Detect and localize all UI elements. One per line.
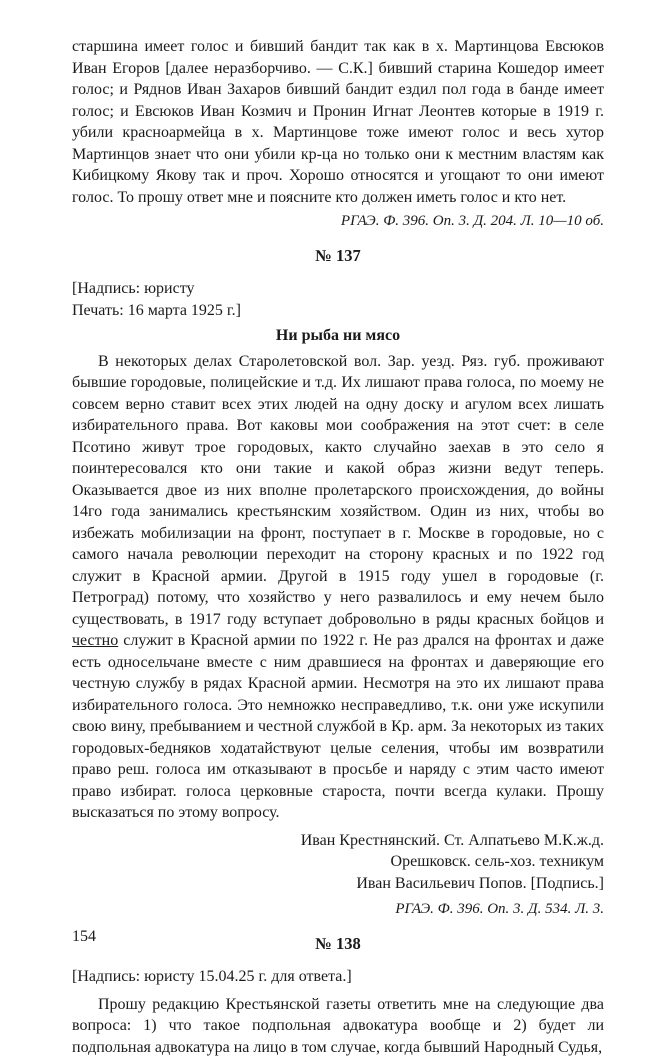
page-text-block bbox=[72, 36, 604, 1058]
article-body bbox=[72, 351, 604, 824]
inscription-137: [Надпись: юристу bbox=[72, 278, 604, 300]
archive-reference-2: РГАЭ. Ф. 396. Оп. 3. Д. 534. Л. 3. bbox=[72, 899, 604, 921]
document-number-138: № 138 bbox=[72, 933, 604, 955]
archive-reference-1: РГАЭ. Ф. 396. Оп. 3. Д. 204. Л. 10—10 об. bbox=[72, 211, 604, 233]
article-body-part-1: В некоторых делах Старолетовской вол. Зар. уезд. Ряз. губ. проживают бывшие городовые, полицейские и т.д. Их лишают права голоса, по моему не совсем верно ставит всех этих людей на одну доску и агулом всех лишать избирательного права. Вот каковы мои соображения на этот счет: в селе Псотино живут трое городовых, както случайно заехав в это село я поинтересовался кто они такие и какой образ жизни ведут теперь. Оказывается двое из них вполне пролетарского происхождения, до войны 14го года занимались крестьянским хозяйством. Один из них, чтобы во избежать мобилизации на фронт, поступает в г. Москве в городовые, но с самого начала революции переходит на сторону красных и по 1922 год служит в Красной армии. Другой в 1915 году ушел в городовые (г. Петроград) потому, что хозяйство у него развалилось и ему нечем было существовать, в 1917 году вступает добровольно в ряды красных бойцов и bbox=[72, 353, 604, 628]
continuation-paragraph: старшина имеет голос и бивший бандит так как в х. Мартинцова Евсюков Иван Егоров [далее неразборчиво. — С.К.] бивший старина Кошедор имеет голос; и Ряднов Иван Захаров бивший бандит ездил пол года в банде имеет голос; и Евсюков Иван Козмич и Пронин Игнат Леонтев которые в 1919 г. убили красноармейца в х. Мартинцове тоже имеют голос и весь хутор Мартинцов знает что они убили кр-ца но только они к местним властям как Кибицкому Якову так и проч. Хорошо относятся и угощают то они имеют голос. То прошу ответ мне и поясните кто должен иметь голос и кто нет. bbox=[72, 36, 604, 208]
underlined-word: честно bbox=[72, 632, 118, 649]
inscription-138: [Надпись: юристу 15.04.25 г. для ответа.] bbox=[72, 966, 604, 988]
signature-line-1: Иван Крестнянский. Ст. Алпатьево М.К.ж.д. bbox=[72, 830, 604, 852]
signature-line-3: Иван Васильевич Попов. [Подпись.] bbox=[72, 873, 604, 895]
article-title: Ни рыба ни мясо bbox=[72, 325, 604, 347]
letter-body-138: Прошу редакцию Крестьянской газеты ответить мне на следующие два вопроса: 1) что такое подпольная адвокатура вообще и 2) будет ли подпольная адвокатура на лицо в том случае, когда бывший Народный Судья, bbox=[72, 994, 604, 1058]
page-number: 154 bbox=[72, 928, 96, 946]
article-body-part-2: служит в Красной армии по 1922 г. Не раз дрался на фронтах и даже есть односельчане вместе с ним дравшиеся на фронтах и даверяющие его честную службу в рядах Красной армии. Несмотря на это их лишают права избирательного голоса. Это немножко несправедливо, т.к. они уже искупили свою вину, пребыванием и честной службой в Кр. арм. За некоторых из таких городовых-бедняков ходатайствуют целые селения, чтобы им возвратили право реш. голоса им отказывают в просьбе и наряду с этим часто имеют право избират. голоса церковные староста, почти всегда кулаки. Прошу высказаться по этому вопросу. bbox=[72, 632, 604, 821]
print-date-137: Печать: 16 марта 1925 г.] bbox=[72, 300, 604, 322]
document-number-137: № 137 bbox=[72, 245, 604, 267]
signature-line-2: Орешковск. сель-хоз. техникум bbox=[72, 851, 604, 873]
